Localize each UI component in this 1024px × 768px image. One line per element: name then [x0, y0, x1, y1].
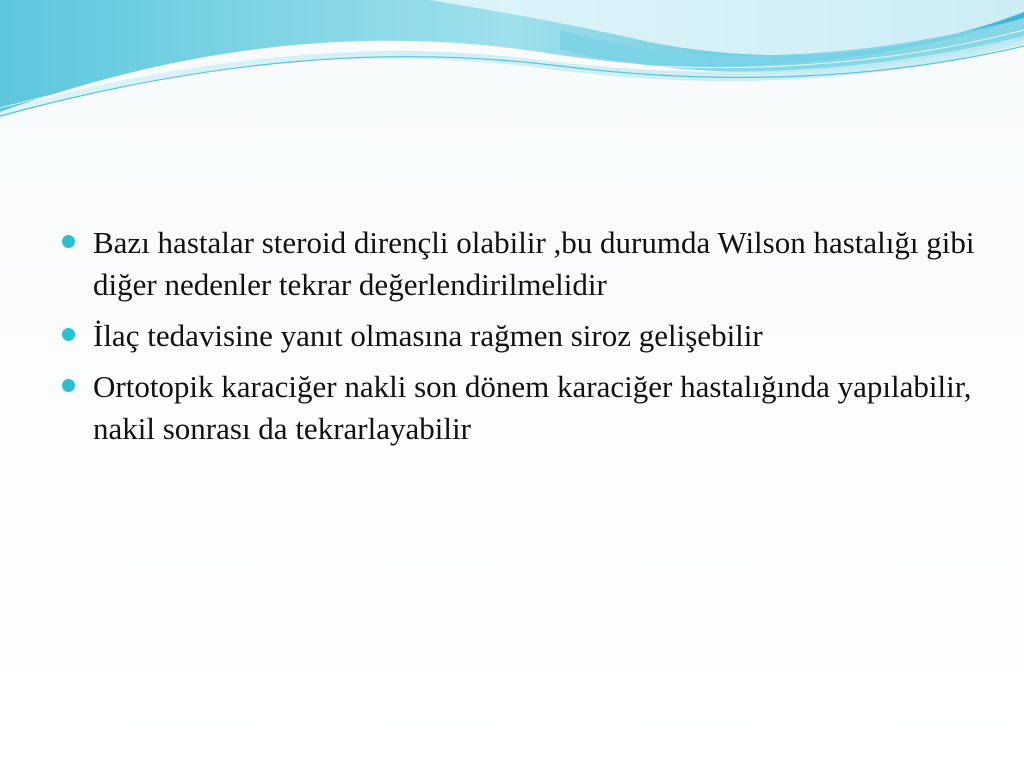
- bullet-dot-icon: [62, 379, 75, 392]
- bullet-dot-icon: [62, 328, 75, 341]
- bullet-text: Ortotopik karaciğer nakli son dönem karaciğer hastalığında yapılabilir, nakil sonrası da tekrarlayabilir: [93, 369, 972, 446]
- bullet-item: [62, 366, 982, 450]
- bullet-dot-icon: [62, 235, 75, 248]
- bullet-text: İlaç tedavisine yanıt olmasına rağmen siroz gelişebilir: [93, 318, 763, 353]
- bullet-list: [62, 222, 982, 450]
- content-area: [62, 222, 982, 459]
- bullet-text: Bazı hastalar steroid dirençli olabilir ,bu durumda Wilson hastalığı gibi diğer nedenler tekrar değerlendirilmelidir: [93, 225, 975, 302]
- bullet-item: [62, 222, 982, 306]
- bullet-item: [62, 315, 982, 357]
- header-wave-decoration: [0, 0, 1024, 130]
